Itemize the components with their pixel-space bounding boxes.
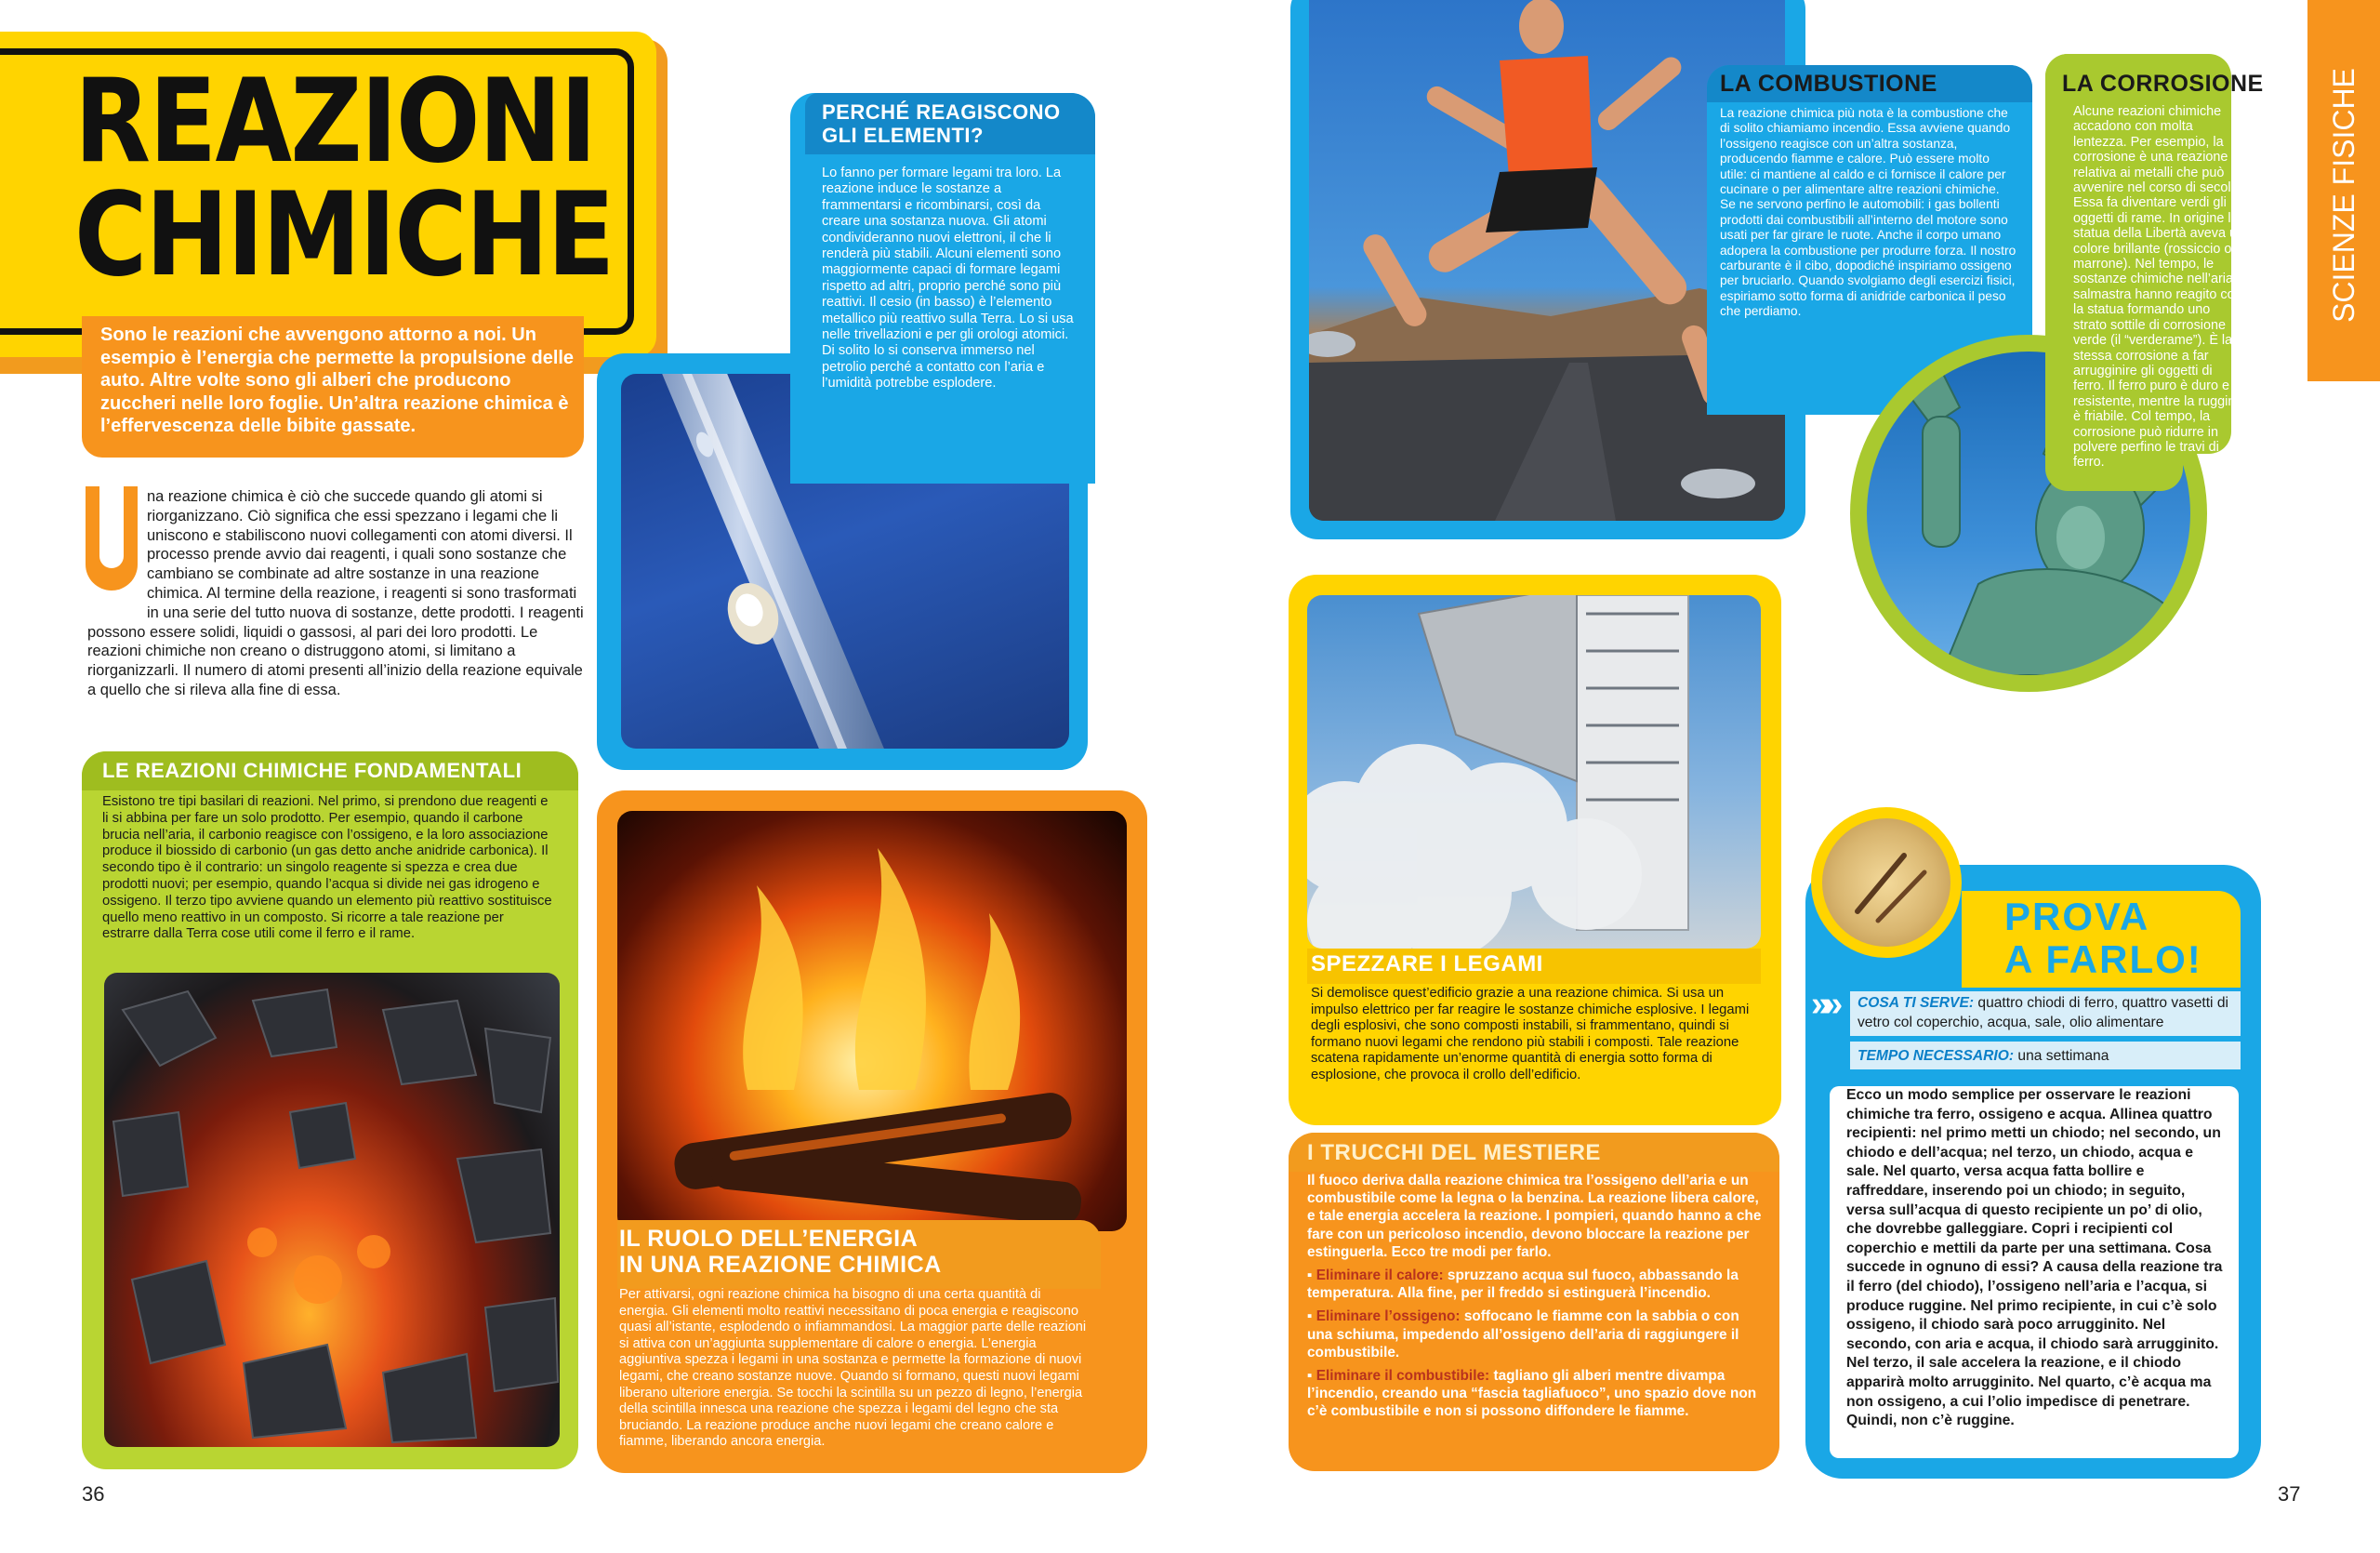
side-tab-label: SCIENZE FISICHE xyxy=(2327,68,2360,323)
fondamentali-text: Esistono tre tipi basilari di reazioni. Nel primo, si prendono due reagenti e li si abbina per fare un solo prodotto. Per esempio, quando il carbone brucia nell’aria, il carbonio reagisce con l’ossigeno, e la loro associazione produce il biossido di carbonio (un gas detto anche anidride carbonica). Il secondo tipo è il contrario: un singolo reagente si spezza e crea due prodotti nuovi; per esempio, quando l’acqua si divide nei gas idrogeno e ossigeno. Il terzo tipo avviene quando un elemento più reattivo sostituisce quello meno reattivo in un composto. Si ricorre a tale reazione per estrarre dalla Terra cose utili come il ferro e il rame. xyxy=(102,794,552,942)
prova-cosa-text: quattro chiodi di ferro, quattro vasetti di vetro col coperchio, acqua, sale, olio alimentare xyxy=(1858,995,2228,1030)
trucchi-item-1-label: Eliminare il calore: xyxy=(1316,1268,1444,1284)
combustione-heading: LA COMBUSTIONE xyxy=(1720,71,1937,97)
prova-arrows-icon: »» xyxy=(1811,985,1836,1024)
main-paragraph xyxy=(87,487,589,700)
corrosione-heading: LA CORROSIONE xyxy=(2062,71,2264,97)
legami-heading: SPEZZARE I LEGAMI xyxy=(1311,951,1543,976)
fire-illustration xyxy=(617,811,1127,1231)
energia-text: Per attivarsi, ogni reazione chimica ha bisogno di una certa quantità di energia. Gli elementi molto reattivi necessitano di poca energia e reagiscono quasi all’istante, esplodendo o infiammandosi. La maggior parte delle reazioni si attiva con un’aggiunta supplementare di calore o energia. L’energia aggiuntiva spezza i legami in una sostanza e permette la formazione di nuovi legami, che creano sostanze nuove. Quando si formano, questi nuovi legami liberano ulteriore energia. Se tocchi la scintilla su un pezzo di legno, l’energia della scintilla innesca una reazione che spezza i legami del legno che sta bruciando. La reazione produce anche nuovi legami che creano calore e fiamme, liberando ancora energia. xyxy=(619,1287,1087,1450)
trucchi-item-2-label: Eliminare l’ossigeno: xyxy=(1316,1308,1461,1325)
prova-tempo-label: TEMPO NECESSARIO: xyxy=(1858,1048,2015,1064)
demolition-photo xyxy=(1307,595,1761,949)
trucchi-item-2-text: soffocano le fiamme con la sabbia o con una schiuma, impedendo all’ossigeno dell’aria di raggiungere il combustibile. xyxy=(1307,1308,1739,1361)
jar-photo xyxy=(1822,818,1950,947)
prova-heading-line1: PROVA xyxy=(2004,895,2150,938)
coal-illustration xyxy=(104,973,560,1447)
prova-tempo xyxy=(1858,1046,2237,1066)
prova-tempo-text: una settimana xyxy=(2014,1048,2109,1064)
trucchi-heading: I TRUCCHI DEL MESTIERE xyxy=(1307,1140,1601,1165)
page-title-line1: REAZIONI xyxy=(74,55,596,189)
perche-heading: PERCHÉ REAGISCONO GLI ELEMENTI? xyxy=(822,100,1061,147)
fondamentali-heading: LE REAZIONI CHIMICHE FONDAMENTALI xyxy=(102,759,522,782)
prova-cosa xyxy=(1858,993,2237,1032)
corrosione-text: Alcune reazioni chimiche accadono con molta lentezza. Per esempio, la corrosione è una reazione relativa ai metalli che può avvenire nel corso di secoli. Essa fa diventare verdi gli oggetti di rame. In origine la statua della Libertà aveva un colore brillante (rossiccio o marrone). Nel tempo, le sostanze chimiche nell’aria salmastra hanno reagito con la statua formando uno strato sottile di corrosione verde (il “verderame”). È la stessa corrosione a far arrugginire gli oggetti di ferro. Il ferro puro è duro e resistente, mentre la ruggine è friabile. Col tempo, la corrosione può ridurre in polvere perfino le travi di ferro. xyxy=(2073,104,2245,471)
trucchi-item-2: ▪ Eliminare l’ossigeno: soffocano le fiamme con la sabbia o con una schiuma, impedendo all’ossigeno dell’aria di raggiungere il combustibile. xyxy=(1307,1308,1739,1361)
trucchi-content xyxy=(1307,1172,1768,1421)
trucchi-text: Il fuoco deriva dalla reazione chimica tra l’ossigeno dell’aria e un combustibile come la legna o la benzina. La reazione libera calore, e tale energia accelera la reazione. I pompieri, quando hanno a che fare con un pericoloso incendio, devono bloccare la reazione per estinguerla. Ecco tre modi per farlo. xyxy=(1307,1173,1762,1260)
coal-photo xyxy=(104,973,560,1447)
jar-nail-illustration xyxy=(1822,818,1950,947)
trucchi-item-3-text: tagliano gli alberi mentre divampa l’incendio, creando una “fascia tagliafuoco”, uno spazio dove non c’è combustibile e non si possono diffondere le fiamme. xyxy=(1307,1368,1757,1420)
fire-photo xyxy=(617,811,1127,1231)
combustione-text: La reazione chimica più nota è la combustione che di solito chiamiamo incendio. Essa avviene quando l’ossigeno reagisce con un’altra sostanza, producendo fiamme e calore. Può essere molto utile: ci mantiene al caldo e ci fornisce il calore per cucinare o per alimentare altre reazioni chimiche. Se ne servono perfino le automobili: i gas bollenti prodotti dai combustibili all’interno del motore sono usati per far girare le ruote. Anche il corpo umano adopera la combustione per produrre forza. Il nostro carburante è il cibo, dopodiché inspiriamo ossigeno per bruciarlo. Quando svolgiamo degli esercizi fisici, espiriamo sotto forma di anidride carbonica il peso che perdiamo. xyxy=(1720,106,2016,319)
trucchi-item-1-text: spruzzano acqua sul fuoco, abbassando la temperatura. Alla fine, per il freddo si estinguerà l’incendio. xyxy=(1307,1268,1739,1302)
page-number-left: 36 xyxy=(82,1482,105,1506)
demolition-illustration xyxy=(1307,595,1761,949)
legami-text: Si demolisce quest’edificio grazie a una reazione chimica. Si usa un impulso elettrico per far reagire le sostanze chimiche esplosive. I legami degli esplosivi, che sono composti instabili, si frammentano, quindi si formano nuovi legami che rendono più stabili i composti. Tale reazione scatena rapidamente un’enorme quantità di energia sotto forma di esplosione, che provoca il crollo dell’edificio. xyxy=(1311,986,1750,1082)
trucchi-item-1: ▪ Eliminare il calore: spruzzano acqua sul fuoco, abbassando la temperatura. Alla fine, per il freddo si estinguerà l’incendio. xyxy=(1307,1268,1739,1302)
trucchi-list xyxy=(1307,1267,1768,1421)
energia-heading-line2: IN UNA REAZIONE CHIMICA xyxy=(619,1252,942,1278)
trucchi-item-3-label: Eliminare il combustibile: xyxy=(1316,1368,1490,1385)
page-number-right: 37 xyxy=(2278,1482,2301,1506)
prova-heading-line2: A FARLO! xyxy=(2004,937,2202,981)
trucchi-item-3: ▪ Eliminare il combustibile: tagliano gli alberi mentre divampa l’incendio, creando una “fascia tagliafuoco”, uno spazio dove non c’è combustibile e non si possono diffondere le fiamme. xyxy=(1307,1368,1757,1420)
intro-text: Sono le reazioni che avvengono attorno a noi. Un esempio è l’energia che permette la propulsione delle auto. Altre volte sono gli alberi che producono zuccheri nelle loro foglie. Un’altra reazione chimica è l’effervescenza delle bibite gassate. xyxy=(100,325,575,436)
energia-heading-line1: IL RUOLO DELL’ENERGIA xyxy=(619,1226,919,1252)
prova-cosa-label: COSA TI SERVE: xyxy=(1858,995,1975,1011)
main-paragraph-text: na reazione chimica è ciò che succede quando gli atomi si riorganizzano. Ciò significa che essi spezzano i legami che li uniscono e stabiliscono nuovi collegamenti con atomi diversi. Il processo prende avvio dai reagenti, i quali sono sostanze che cambiano se combinate ad altre sostanze in una reazione chimica. Al termine della reazione, i reagenti si sono trasformati in una serie del tutto nuova di sostanze, dette prodotti. I reagenti possono essere solidi, liquidi o gassosi, al pari dei loro prodotti. Le reazioni chimiche non creano o distruggono atomi, si limitano a riorganizzarli. Il numero di atomi presenti all’inizio della reazione equivale a quello che si rileva alla fine di essa. xyxy=(87,488,584,698)
prova-text: Ecco un modo semplice per osservare le reazioni chimiche tra ferro, ossigeno e acqua. Allinea quattro recipienti: nel primo metti un chiodo; nel secondo, un chiodo e dell’acqua; nel terzo, un chiodo, acqua e sale. Nel quarto, versa acqua fatta bollire e raffreddare, inserendo poi un chiodo; in seguito, versa sull’acqua di questo recipiente un po’ di olio, che dovrebbe galleggiare. Copri i recipienti col coperchio e mettili da parte per una settimana. Cosa succede in ognuno di essi? A causa della reazione tra il ferro (del chiodo), l’ossigeno nell’aria e l’acqua, si produce ruggine. Nel primo recipiente, in cui c’è solo ossigeno, il chiodo sarà poco arrugginito. Nel secondo, con aria e acqua, il chiodo sarà arrugginito. Nel terzo, il sale accelera la reazione, e il chiodo apparirà molto arrugginito. Nel quarto, c’è acqua ma non ossigeno, a cui l’olio impedisce di penetrare. Quindi, non c’è ruggine. xyxy=(1846,1087,2223,1429)
perche-text: Lo fanno per formare legami tra loro. La reazione induce le sostanze a frammentarsi e ricombinarsi, così da creare una sostanza nuova. Gli atomi condivideranno nuovi elettroni, il che li renderà più stabili. Alcuni elementi sono maggiormente capaci di formare legami rispetto ad altri, proprio perché sono più reattivi. Il cesio (in basso) è l’elemento metallico più reattivo sulla Terra. Lo si usa nelle trivellazioni e per gli orologi atomici. Di solito lo si conserva immerso nel petrolio perché a contatto con l’aria e l’umidità potrebbe esplodere. xyxy=(822,166,1074,392)
page-title-line2: CHIMICHE xyxy=(74,168,614,302)
